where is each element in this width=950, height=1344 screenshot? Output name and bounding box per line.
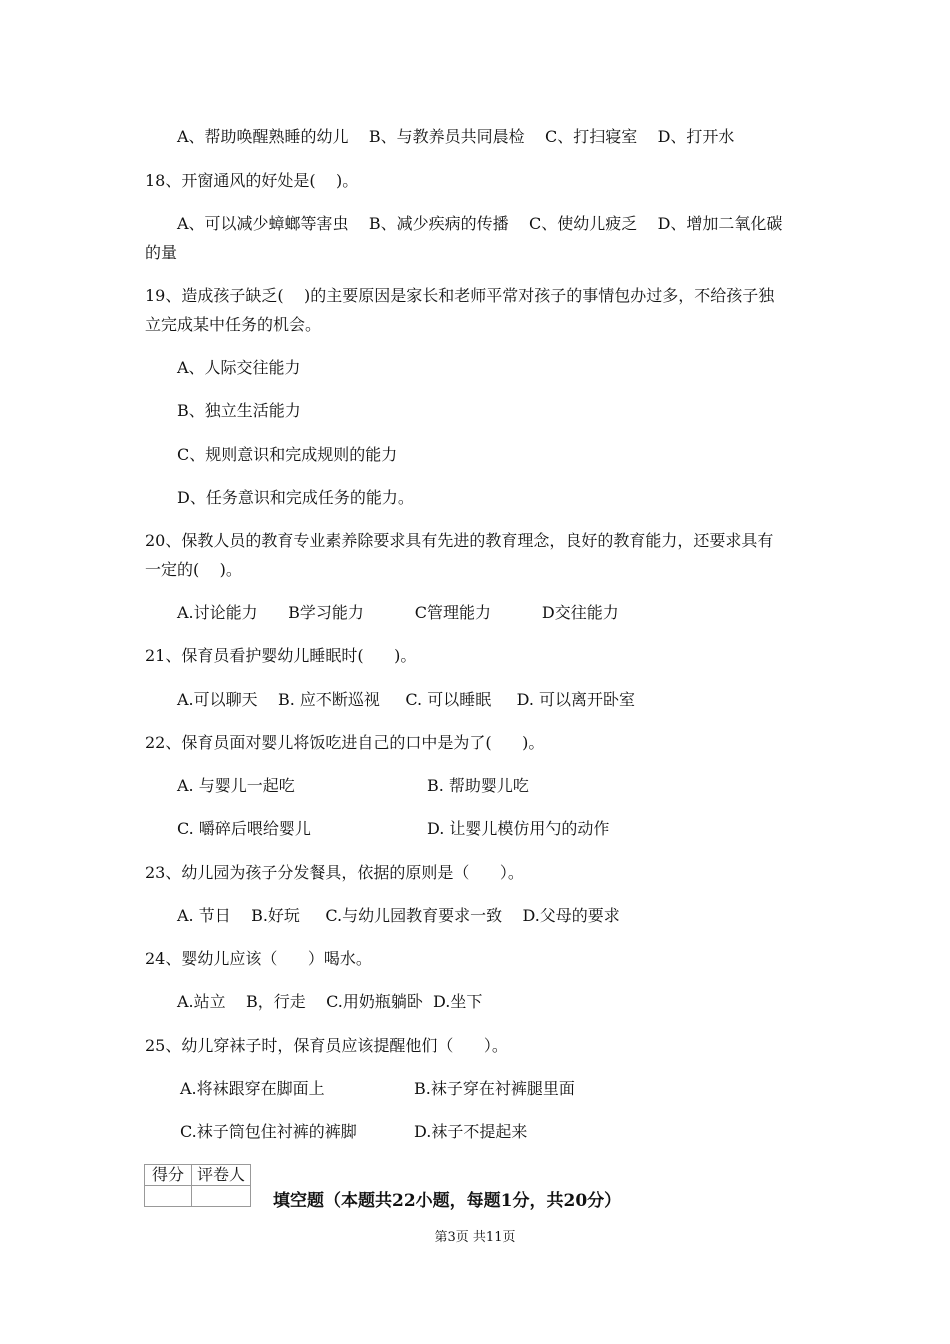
q17-options: A、帮助唤醒熟睡的幼儿 B、与教养员共同晨检 C、打扫寝室 D、打开水	[177, 127, 735, 146]
q22-option-b: B. 帮助婴儿吃	[427, 776, 529, 795]
q19-option-a: A、人际交往能力	[177, 358, 301, 377]
score-cell	[145, 1186, 192, 1207]
grader-label: 评卷人	[192, 1165, 251, 1186]
q22-option-a: A. 与婴儿一起吃	[177, 776, 295, 795]
q19-option-c: C、规则意识和完成规则的能力	[177, 445, 398, 464]
q22-option-c: C. 嚼碎后喂给婴儿	[177, 819, 311, 838]
q25-option-d: D.袜子不提起来	[414, 1122, 528, 1141]
question-19-line1: 19、造成孩子缺乏( )的主要原因是家长和老师平常对孩子的事情包办过多，不给孩子独	[145, 286, 775, 305]
page-footer: 第3页 共11页	[434, 1230, 516, 1245]
q23-options: A. 节日 B.好玩 C.与幼儿园教育要求一致 D.父母的要求	[177, 906, 620, 925]
question-24: 24、婴幼儿应该（ ）喝水。	[145, 949, 372, 968]
question-25: 25、幼儿穿袜子时，保育员应该提醒他们（ ）。	[145, 1036, 508, 1055]
score-label: 得分	[145, 1165, 192, 1186]
q25-option-c: C.袜子筒包住衬裤的裤脚	[180, 1122, 357, 1141]
q19-option-d: D、任务意识和完成任务的能力。	[177, 488, 414, 507]
q18-options-line2: 的量	[145, 243, 178, 262]
section-title: 填空题（本题共22小题，每题1分，共20分）	[273, 1191, 622, 1211]
question-19-line2: 立完成某中任务的机会。	[145, 315, 322, 334]
q25-option-b: B.袜子穿在衬裤腿里面	[414, 1079, 575, 1098]
q20-options: A.讨论能力 B学习能力 C管理能力 D交往能力	[177, 603, 619, 622]
question-21: 21、保育员看护婴幼儿睡眠时( )。	[145, 646, 417, 665]
q21-options: A.可以聊天 B. 应不断巡视 C. 可以睡眠 D. 可以离开卧室	[177, 690, 636, 709]
question-22: 22、保育员面对婴儿将饭吃进自己的口中是为了( )。	[145, 733, 545, 752]
q22-option-d: D. 让婴儿模仿用勺的动作	[427, 819, 610, 838]
q25-option-a: A.将袜跟穿在脚面上	[180, 1079, 325, 1098]
question-23: 23、幼儿园为孩子分发餐具，依据的原则是（ ）。	[145, 863, 524, 882]
score-table	[144, 1164, 251, 1207]
question-18: 18、开窗通风的好处是( )。	[145, 171, 359, 190]
q24-options: A.站立 B，行走 C.用奶瓶躺卧 D.坐下	[177, 992, 483, 1011]
q18-options-line1: A、可以减少蟑螂等害虫 B、减少疾病的传播 C、使幼儿疲乏 D、增加二氧化碳	[177, 214, 783, 233]
q19-option-b: B、独立生活能力	[177, 401, 301, 420]
question-20-line2: 一定的( )。	[145, 560, 242, 579]
question-20-line1: 20、保教人员的教育专业素养除要求具有先进的教育理念，良好的教育能力，还要求具有	[145, 531, 774, 550]
grader-cell	[192, 1186, 251, 1207]
